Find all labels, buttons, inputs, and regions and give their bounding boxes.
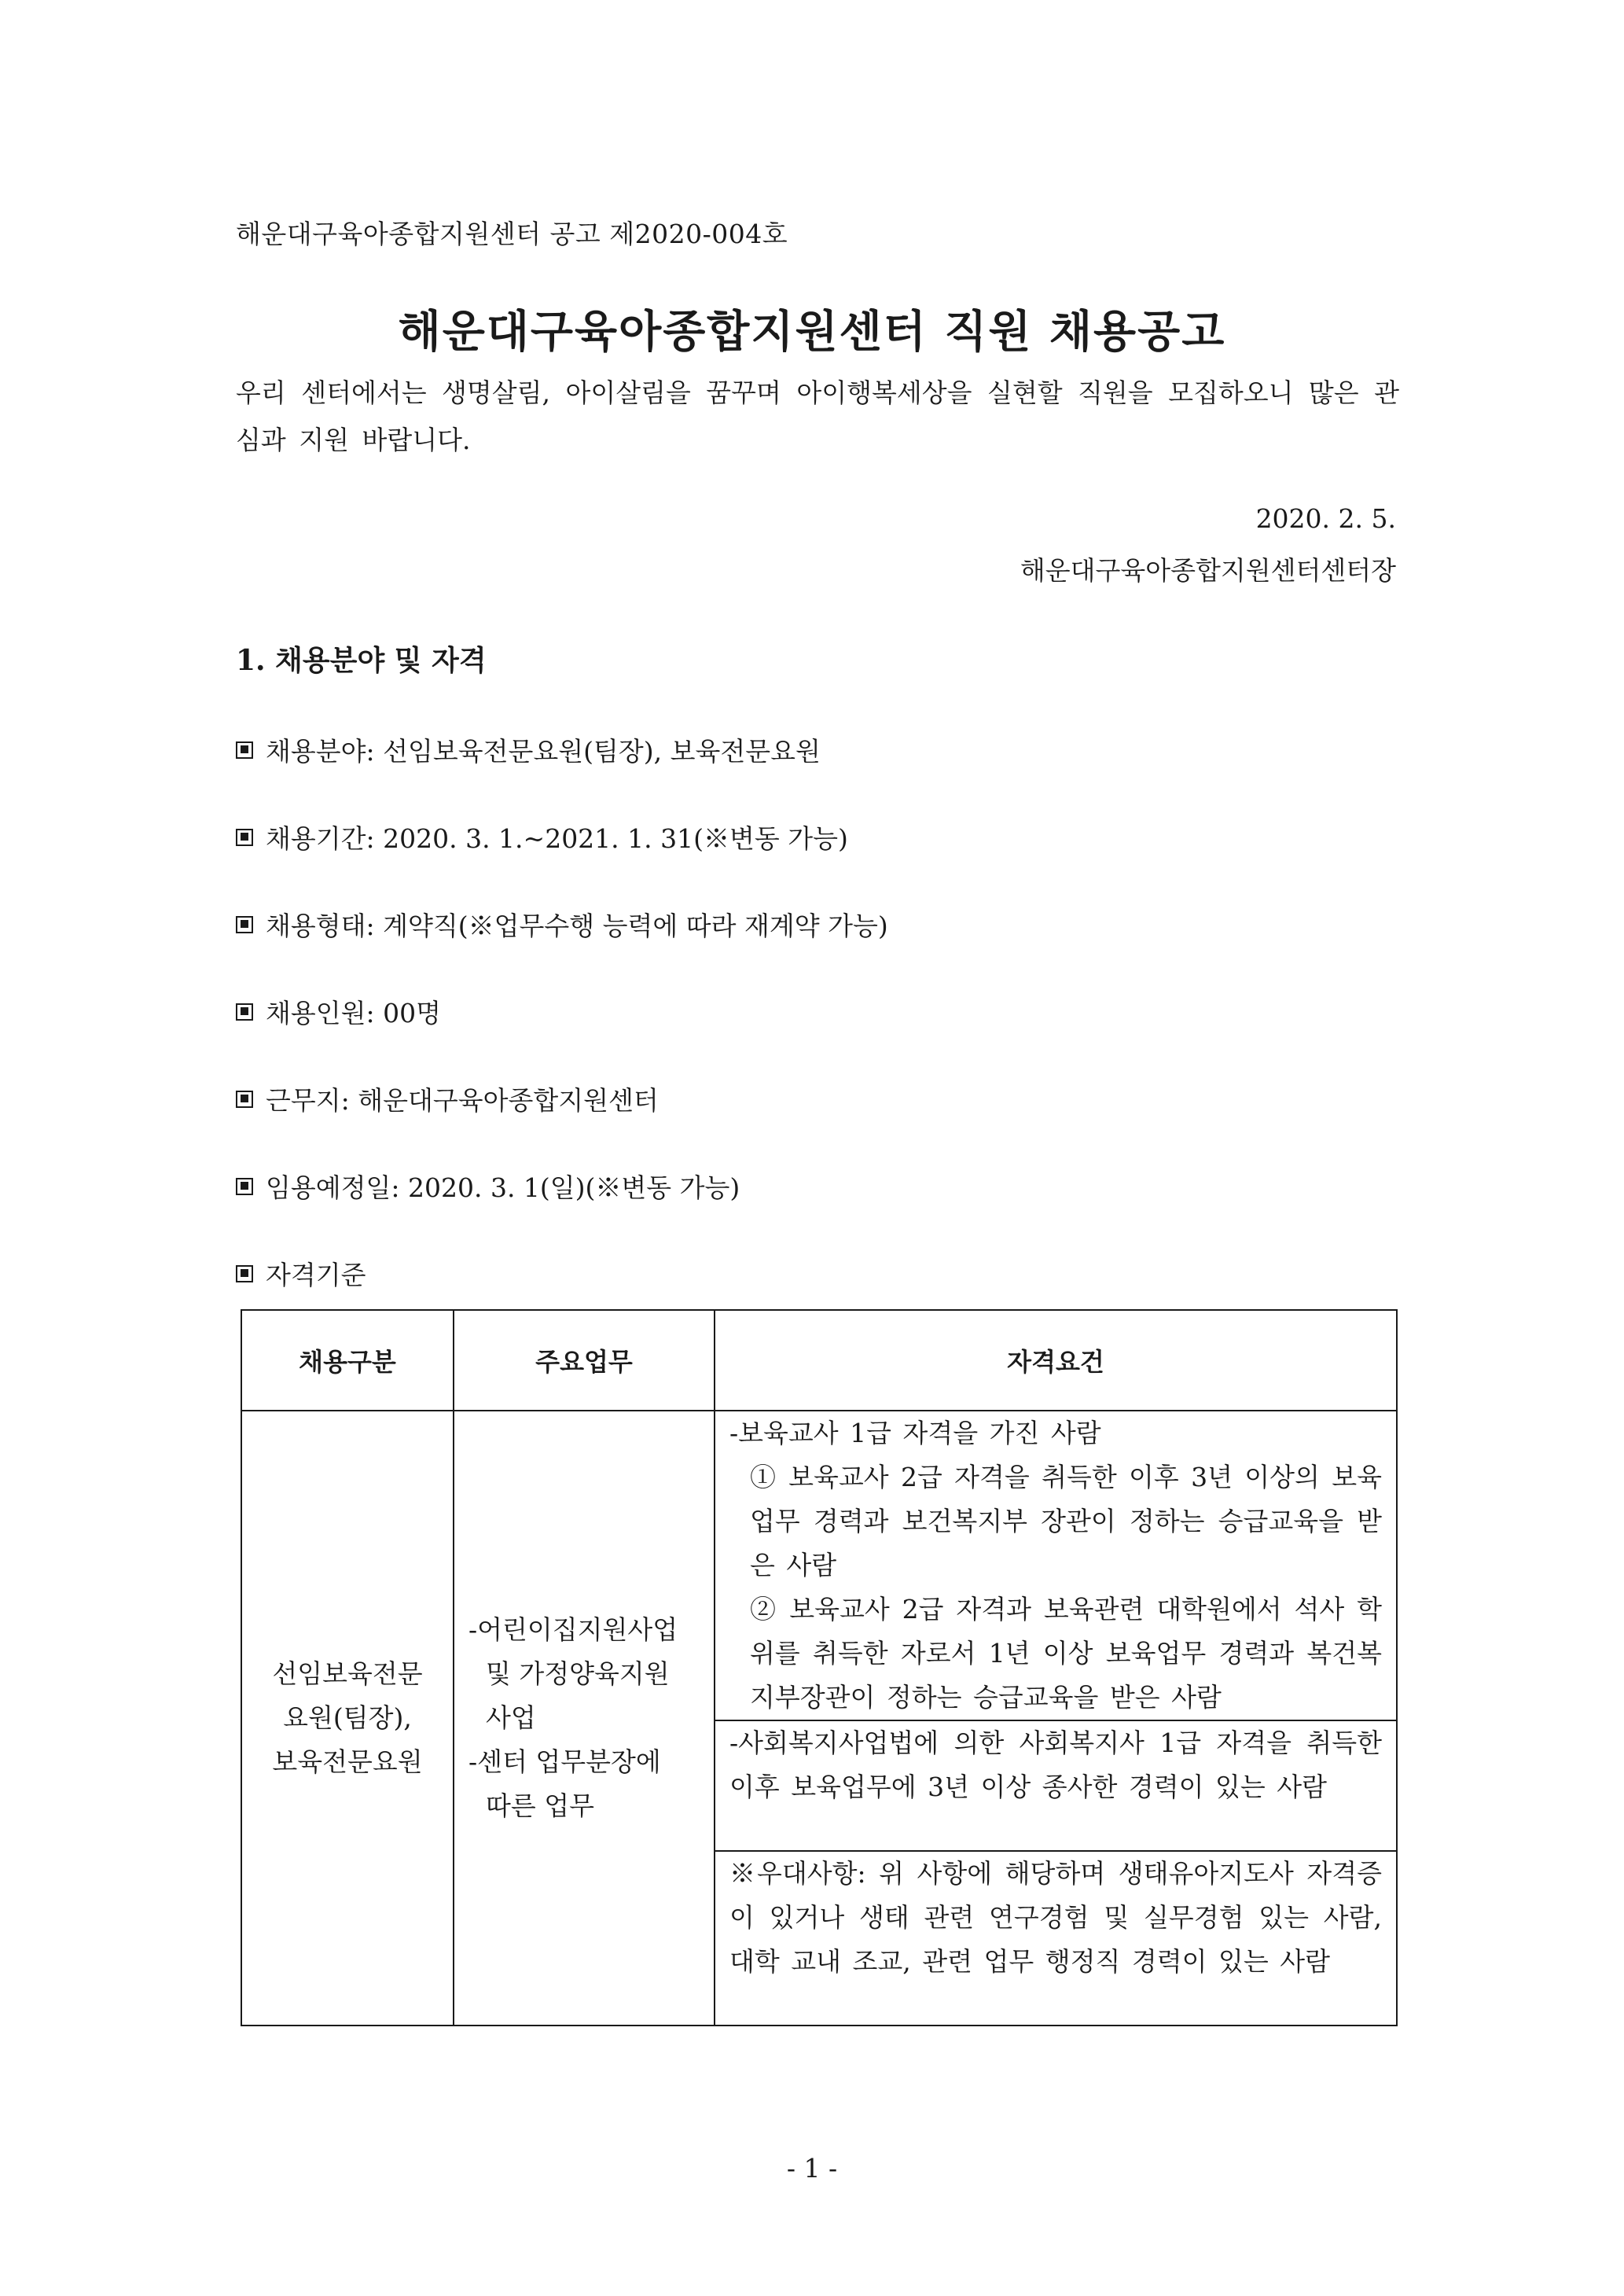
page-number: - 1 - (786, 2153, 838, 2184)
category-cell (241, 1411, 454, 2026)
category-line: 선임보육전문 (272, 1658, 423, 1689)
requirement-cell-3: ※우대사항: 위 사항에 해당하며 생태유아지도사 자격증이 있거나 생태 관련 연구경험 및 실무경험 있는 사람, 대학 교내 조교, 관련 업무 행정직 경력이 있는 사람 (715, 1851, 1397, 2026)
intro-paragraph: 우리 센터에서는 생명살림, 아이살림을 꿈꾸며 아이행복세상을 실현할 직원을 모집하오니 많은 관심과 지원 바랍니다. (236, 377, 1399, 455)
square-bullet-icon (236, 916, 253, 933)
section-heading: 1. 채용분야 및 자격 (236, 644, 487, 677)
qualification-table (241, 1309, 1398, 2026)
header-duties: 주요업무 (454, 1310, 715, 1411)
duties-line: 따른 업무 (486, 1790, 595, 1821)
table-header-row (241, 1310, 1397, 1411)
duties-line: -센터 업무분장에 (468, 1746, 661, 1777)
list-item-text: 채용기간: 2020. 3. 1.~2021. 1. 31(※변동 가능) (266, 823, 848, 854)
notice-number: 해운대구육아종합지원센터 공고 제2020-004호 (236, 219, 788, 249)
table-row (241, 1411, 1397, 1720)
list-item (236, 1168, 740, 1205)
header-category: 채용구분 (241, 1310, 454, 1411)
requirement-sub: ① 보육교사 2급 자격을 취득한 이후 3년 이상의 보육업무 경력과 보건복지부 장관이 정하는 승급교육을 받은 사람 (750, 1462, 1382, 1580)
list-item (236, 731, 821, 768)
category-line: 요원(팀장), (283, 1702, 412, 1733)
list-item-text: 채용분야: 선임보육전문요원(팀장), 보육전문요원 (266, 736, 821, 767)
list-item-text: 임용예정일: 2020. 3. 1(일)(※변동 가능) (266, 1172, 740, 1203)
list-item (236, 1255, 366, 1292)
list-item (236, 906, 888, 943)
square-bullet-icon (236, 1091, 253, 1108)
requirement-sub: ② 보육교사 2급 자격과 보육관련 대학원에서 석사 학위를 취득한 자로서 1년 이상 보육업무 경력과 복건복지부장관이 정하는 승급교육을 받은 사람 (750, 1594, 1382, 1713)
duties-line: 및 가정양육지원 (486, 1658, 670, 1689)
signer: 해운대구육아종합지원센터센터장 (1020, 555, 1396, 586)
list-item-text: 채용형태: 계약직(※업무수행 능력에 따라 재계약 가능) (266, 911, 888, 941)
square-bullet-icon (236, 1265, 253, 1282)
requirement-cell-2: -사회복지사업법에 의한 사회복지사 1급 자격을 취득한 이후 보육업무에 3년 이상 종사한 경력이 있는 사람 (715, 1720, 1397, 1851)
list-item-text: 채용인원: 00명 (266, 998, 441, 1028)
notice-date: 2020. 2. 5. (1255, 503, 1396, 534)
header-requirements: 자격요건 (715, 1310, 1397, 1411)
requirement-main: -보육교사 1급 자격을 가진 사람 (729, 1418, 1101, 1448)
list-item-text: 근무지: 해운대구육아종합지원센터 (266, 1085, 659, 1116)
document-title: 해운대구육아종합지원센터 직원 채용공고 (398, 306, 1226, 358)
square-bullet-icon (236, 1178, 253, 1195)
list-item (236, 1080, 659, 1117)
category-line: 보육전문요원 (272, 1746, 423, 1777)
duties-line: 사업 (486, 1702, 536, 1733)
square-bullet-icon (236, 1003, 253, 1021)
list-item-text: 자격기준 (266, 1260, 366, 1290)
duties-cell (454, 1411, 715, 2026)
square-bullet-icon (236, 829, 253, 846)
list-item (236, 993, 441, 1030)
list-item (236, 819, 848, 855)
requirement-cell-1 (715, 1411, 1397, 1720)
duties-line: -어린이집지원사업 (468, 1614, 678, 1645)
square-bullet-icon (236, 741, 253, 759)
